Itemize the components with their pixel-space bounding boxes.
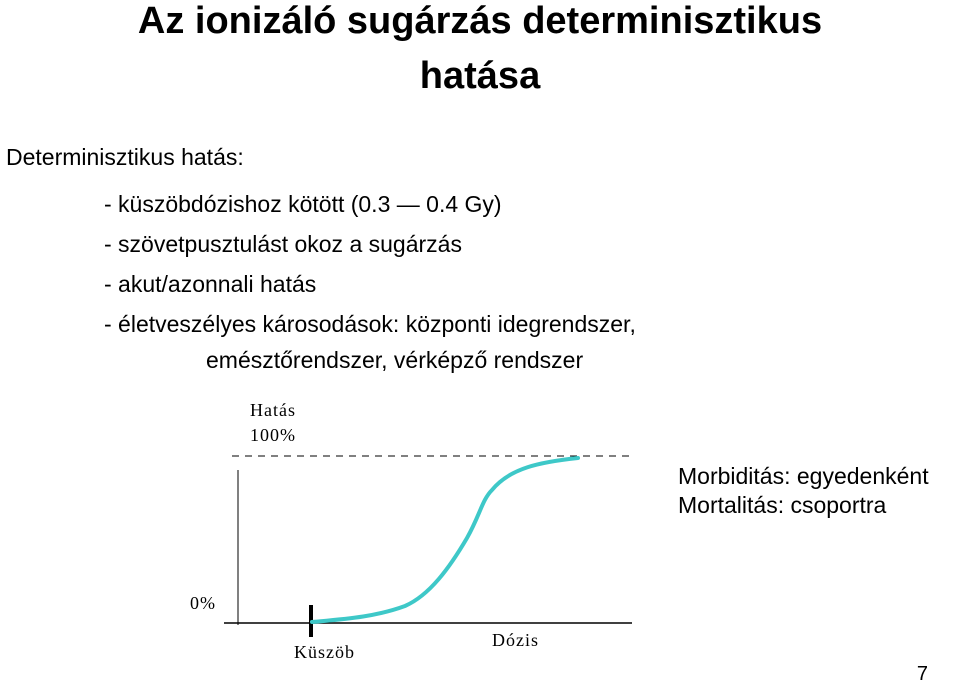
bullet-item: - szövetpusztulást okoz a sugárzás: [104, 231, 462, 257]
slide-title-line-1: Az ionizáló sugárzás determinisztikus: [137, 0, 823, 42]
threshold-label: Küszöb: [294, 642, 355, 662]
slide-number: 7: [916, 663, 928, 685]
note-mortality: Mortalitás: csoportra: [678, 492, 887, 518]
intro-text: Determinisztikus hatás:: [6, 144, 244, 170]
bullet-item: - akut/azonnali hatás: [104, 271, 317, 297]
x-axis-label: Dózis: [492, 630, 539, 650]
y-min-label: 0%: [190, 593, 216, 613]
slide-title-line-2: hatása: [419, 55, 541, 97]
bullet-item: - küszöbdózishoz kötött (0.3 — 0.4 Gy): [104, 191, 502, 217]
note-morbidity: Morbiditás: egyedenként: [678, 463, 929, 489]
dose-response-curve: [312, 458, 578, 622]
notes-box: [678, 462, 929, 520]
y-axis-label: Hatás: [250, 400, 296, 420]
bullet-item: - életveszélyes károsodások: központi idegrendszer,: [104, 311, 636, 337]
y-max-label: 100%: [250, 425, 296, 445]
bullet-continuation: emésztőrendszer, vérképző rendszer: [206, 347, 584, 373]
